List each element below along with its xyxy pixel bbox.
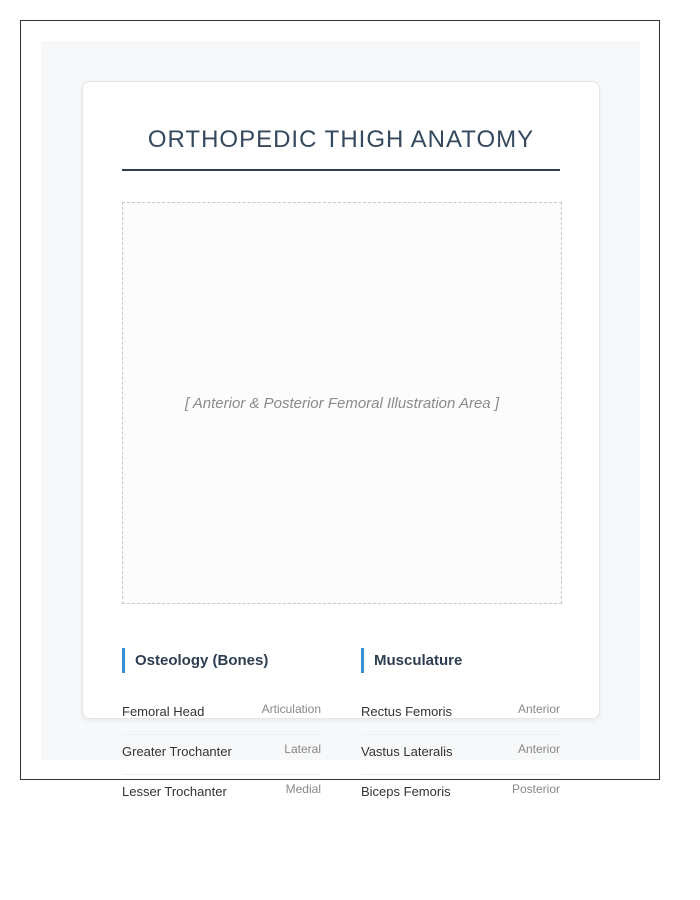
illustration-area (122, 202, 562, 604)
section-heading: Musculature (361, 648, 560, 673)
list-item (361, 775, 560, 815)
list-item (122, 695, 321, 735)
item-tag: Medial (285, 782, 321, 796)
item-tag: Articulation (261, 702, 321, 716)
list-item (122, 735, 321, 775)
page-title: ORTHOPEDIC THIGH ANATOMY (147, 126, 535, 153)
item-tag: Posterior (511, 782, 560, 796)
item-name: Femoral Head (122, 704, 205, 719)
musculature-section (361, 648, 560, 815)
osteology-section (122, 648, 321, 815)
item-name: Lesser Trochanter (122, 784, 227, 799)
list-item (361, 735, 560, 775)
item-tag: Anterior (517, 742, 560, 756)
item-tag: Anterior (517, 702, 560, 716)
list-item (122, 775, 321, 815)
item-name: Biceps Femoris (361, 784, 451, 799)
section-heading: Osteology (Bones) (122, 648, 321, 673)
title-divider (122, 169, 560, 171)
item-name: Greater Trochanter (122, 744, 232, 759)
list-item (361, 695, 560, 735)
item-name: Rectus Femoris (361, 704, 453, 719)
item-name: Vastus Lateralis (361, 744, 453, 759)
item-tag: Lateral (284, 742, 321, 756)
illustration-placeholder: [ Anterior & Posterior Femoral Illustration Area ] (184, 394, 499, 412)
